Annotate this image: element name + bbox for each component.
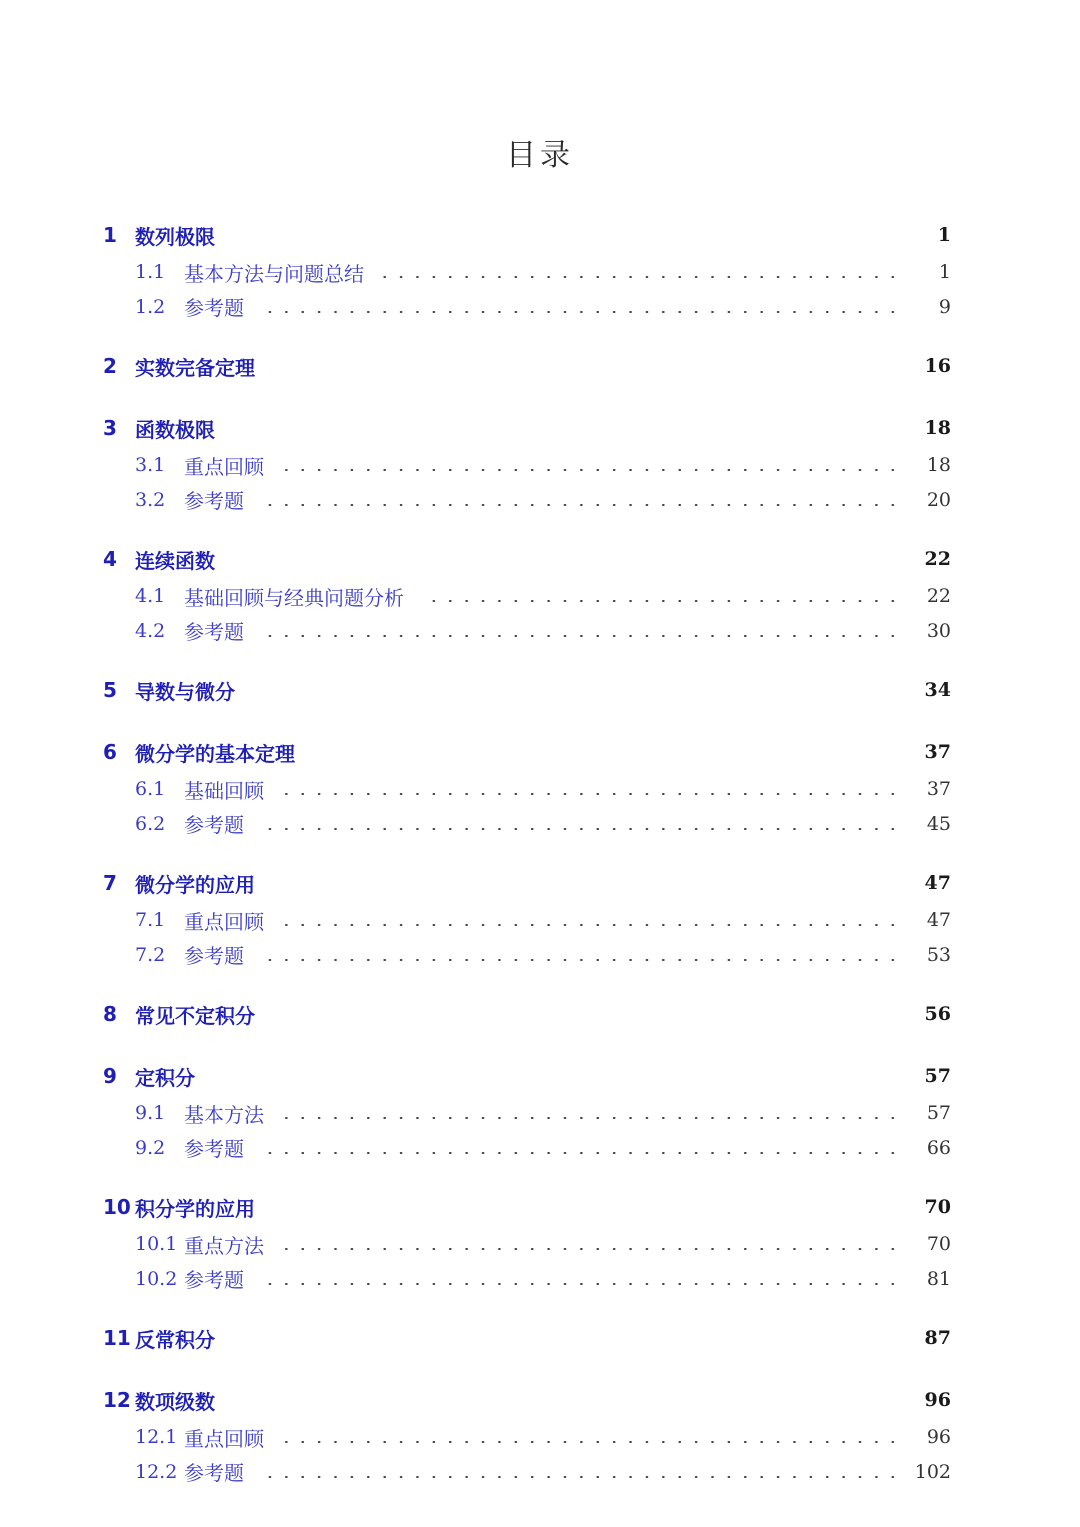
dot-leader bbox=[280, 924, 901, 926]
section-title[interactable]: 基本方法 bbox=[184, 1102, 264, 1127]
section-number: 4.2 bbox=[135, 619, 166, 642]
section-page-number: 18 bbox=[926, 454, 951, 477]
section-number: 1.2 bbox=[135, 295, 166, 318]
dot-leader bbox=[280, 1441, 901, 1443]
dot-leader bbox=[260, 311, 901, 313]
section-title[interactable]: 参考题 bbox=[184, 1137, 244, 1162]
chapter-title[interactable]: 导数与微分 bbox=[135, 679, 235, 704]
section-entry-3.2[interactable] bbox=[103, 483, 951, 518]
toc-chapter bbox=[103, 346, 951, 386]
page-title: 目录 bbox=[506, 138, 574, 173]
dot-leader bbox=[280, 793, 901, 795]
section-title[interactable]: 参考题 bbox=[184, 1461, 244, 1486]
section-page-number: 57 bbox=[926, 1102, 951, 1125]
section-number: 7.1 bbox=[135, 909, 166, 932]
chapter-page-number: 18 bbox=[924, 417, 951, 439]
toc-chapter bbox=[103, 539, 951, 648]
dot-leader bbox=[380, 276, 901, 278]
section-number: 9.2 bbox=[135, 1136, 166, 1159]
section-page-number: 66 bbox=[926, 1136, 951, 1159]
chapter-title[interactable]: 定积分 bbox=[135, 1065, 195, 1090]
dot-leader bbox=[420, 600, 901, 602]
chapter-page-number: 34 bbox=[924, 679, 951, 701]
chapter-entry-9[interactable] bbox=[103, 1056, 951, 1096]
section-entry-10.1[interactable] bbox=[103, 1227, 951, 1262]
section-title[interactable]: 基础回顾与经典问题分析 bbox=[184, 585, 404, 610]
chapter-entry-7[interactable] bbox=[103, 863, 951, 903]
chapter-title[interactable]: 连续函数 bbox=[135, 548, 215, 573]
section-number: 6.2 bbox=[135, 812, 166, 835]
dot-leader bbox=[260, 1283, 901, 1285]
section-entry-6.2[interactable] bbox=[103, 807, 951, 842]
dot-leader bbox=[280, 1117, 901, 1119]
dot-leader bbox=[260, 1476, 901, 1478]
chapter-entry-5[interactable] bbox=[103, 670, 951, 710]
section-page-number: 37 bbox=[926, 778, 951, 801]
section-page-number: 22 bbox=[926, 585, 951, 608]
section-number: 12.1 bbox=[135, 1426, 178, 1449]
chapter-page-number: 96 bbox=[924, 1389, 951, 1411]
section-number: 1.1 bbox=[135, 261, 166, 284]
section-number: 7.2 bbox=[135, 943, 166, 966]
chapter-number: 2 bbox=[103, 354, 117, 378]
chapter-entry-2[interactable] bbox=[103, 346, 951, 386]
section-title[interactable]: 参考题 bbox=[184, 944, 244, 969]
chapter-page-number: 70 bbox=[924, 1196, 951, 1218]
section-entry-6.1[interactable] bbox=[103, 772, 951, 807]
chapter-page-number: 1 bbox=[937, 224, 951, 246]
section-page-number: 70 bbox=[926, 1233, 951, 1256]
chapter-number: 11 bbox=[103, 1326, 131, 1350]
section-number: 6.1 bbox=[135, 778, 166, 801]
section-number: 10.2 bbox=[135, 1267, 178, 1290]
section-title[interactable]: 参考题 bbox=[184, 620, 244, 645]
toc-chapter bbox=[103, 1318, 951, 1358]
toc-chapter bbox=[103, 994, 951, 1034]
chapter-entry-10[interactable] bbox=[103, 1187, 951, 1227]
dot-leader bbox=[260, 959, 901, 961]
section-number: 4.1 bbox=[135, 585, 166, 608]
toc-chapter bbox=[103, 408, 951, 517]
section-number: 3.1 bbox=[135, 454, 166, 477]
chapter-title[interactable]: 函数极限 bbox=[135, 417, 215, 442]
chapter-entry-11[interactable] bbox=[103, 1318, 951, 1358]
chapter-number: 6 bbox=[103, 740, 117, 764]
section-entry-4.2[interactable] bbox=[103, 614, 951, 649]
chapter-number: 7 bbox=[103, 871, 117, 895]
chapter-number: 3 bbox=[103, 416, 117, 440]
section-entry-12.1[interactable] bbox=[103, 1420, 951, 1455]
toc-chapter bbox=[103, 670, 951, 710]
section-title[interactable]: 参考题 bbox=[184, 1268, 244, 1293]
section-entry-7.2[interactable] bbox=[103, 938, 951, 973]
section-page-number: 96 bbox=[926, 1426, 951, 1449]
chapter-entry-6[interactable] bbox=[103, 732, 951, 772]
section-title[interactable]: 重点回顾 bbox=[184, 1426, 264, 1451]
section-title[interactable]: 重点方法 bbox=[184, 1233, 264, 1258]
section-entry-12.2[interactable] bbox=[103, 1455, 951, 1490]
dot-leader bbox=[260, 504, 901, 506]
section-page-number: 102 bbox=[914, 1460, 951, 1483]
section-title[interactable]: 参考题 bbox=[184, 296, 244, 321]
section-page-number: 20 bbox=[926, 488, 951, 511]
chapter-page-number: 22 bbox=[924, 548, 951, 570]
section-entry-9.2[interactable] bbox=[103, 1131, 951, 1166]
dot-leader bbox=[260, 1152, 901, 1154]
section-page-number: 47 bbox=[926, 909, 951, 932]
chapter-page-number: 87 bbox=[924, 1327, 951, 1349]
chapter-page-number: 57 bbox=[924, 1065, 951, 1087]
toc-chapter bbox=[103, 1187, 951, 1296]
chapter-title[interactable]: 实数完备定理 bbox=[135, 355, 255, 380]
section-entry-9.1[interactable] bbox=[103, 1096, 951, 1131]
section-title[interactable]: 基本方法与问题总结 bbox=[184, 261, 364, 286]
dot-leader bbox=[280, 1248, 901, 1250]
toc-chapter bbox=[103, 863, 951, 972]
chapter-page-number: 37 bbox=[924, 741, 951, 763]
chapter-title[interactable]: 微分学的应用 bbox=[135, 872, 255, 897]
chapter-number: 12 bbox=[103, 1388, 131, 1412]
chapter-entry-8[interactable] bbox=[103, 994, 951, 1034]
section-entry-7.1[interactable] bbox=[103, 903, 951, 938]
toc-chapter bbox=[103, 215, 951, 324]
dot-leader bbox=[280, 469, 901, 471]
section-page-number: 81 bbox=[926, 1267, 951, 1290]
chapter-title[interactable]: 数列极限 bbox=[135, 224, 215, 249]
chapter-page-number: 56 bbox=[924, 1003, 951, 1025]
section-entry-10.2[interactable] bbox=[103, 1262, 951, 1297]
toc-chapter bbox=[103, 1380, 951, 1489]
chapter-title[interactable]: 积分学的应用 bbox=[135, 1196, 255, 1221]
section-entry-4.1[interactable] bbox=[103, 579, 951, 614]
chapter-title[interactable]: 反常积分 bbox=[135, 1327, 215, 1352]
section-number: 10.1 bbox=[135, 1233, 178, 1256]
section-entry-1.1[interactable] bbox=[103, 255, 951, 290]
chapter-number: 5 bbox=[103, 678, 117, 702]
section-number: 9.1 bbox=[135, 1102, 166, 1125]
section-page-number: 45 bbox=[926, 812, 951, 835]
dot-leader bbox=[260, 635, 901, 637]
section-page-number: 9 bbox=[938, 295, 951, 318]
chapter-entry-4[interactable] bbox=[103, 539, 951, 579]
section-entry-3.1[interactable] bbox=[103, 448, 951, 483]
chapter-number: 1 bbox=[103, 223, 117, 247]
chapter-title[interactable]: 数项级数 bbox=[135, 1389, 215, 1414]
table-of-contents bbox=[103, 215, 951, 1511]
chapter-title[interactable]: 常见不定积分 bbox=[135, 1003, 255, 1028]
chapter-page-number: 16 bbox=[924, 355, 951, 377]
section-title[interactable]: 重点回顾 bbox=[184, 454, 264, 479]
section-page-number: 30 bbox=[926, 619, 951, 642]
chapter-number: 10 bbox=[103, 1195, 131, 1219]
section-title[interactable]: 重点回顾 bbox=[184, 909, 264, 934]
chapter-number: 9 bbox=[103, 1064, 117, 1088]
chapter-entry-12[interactable] bbox=[103, 1380, 951, 1420]
chapter-number: 4 bbox=[103, 547, 117, 571]
section-page-number: 53 bbox=[926, 943, 951, 966]
chapter-number: 8 bbox=[103, 1002, 117, 1026]
toc-chapter bbox=[103, 1056, 951, 1165]
section-number: 12.2 bbox=[135, 1460, 178, 1483]
toc-chapter bbox=[103, 732, 951, 841]
chapter-entry-1[interactable] bbox=[103, 215, 951, 255]
section-number: 3.2 bbox=[135, 488, 166, 511]
section-title[interactable]: 参考题 bbox=[184, 489, 244, 514]
chapter-title[interactable]: 微分学的基本定理 bbox=[135, 741, 295, 766]
section-title[interactable]: 参考题 bbox=[184, 813, 244, 838]
chapter-entry-3[interactable] bbox=[103, 408, 951, 448]
dot-leader bbox=[260, 828, 901, 830]
chapter-page-number: 47 bbox=[924, 872, 951, 894]
section-page-number: 1 bbox=[938, 261, 951, 284]
section-entry-1.2[interactable] bbox=[103, 290, 951, 325]
section-title[interactable]: 基础回顾 bbox=[184, 778, 264, 803]
